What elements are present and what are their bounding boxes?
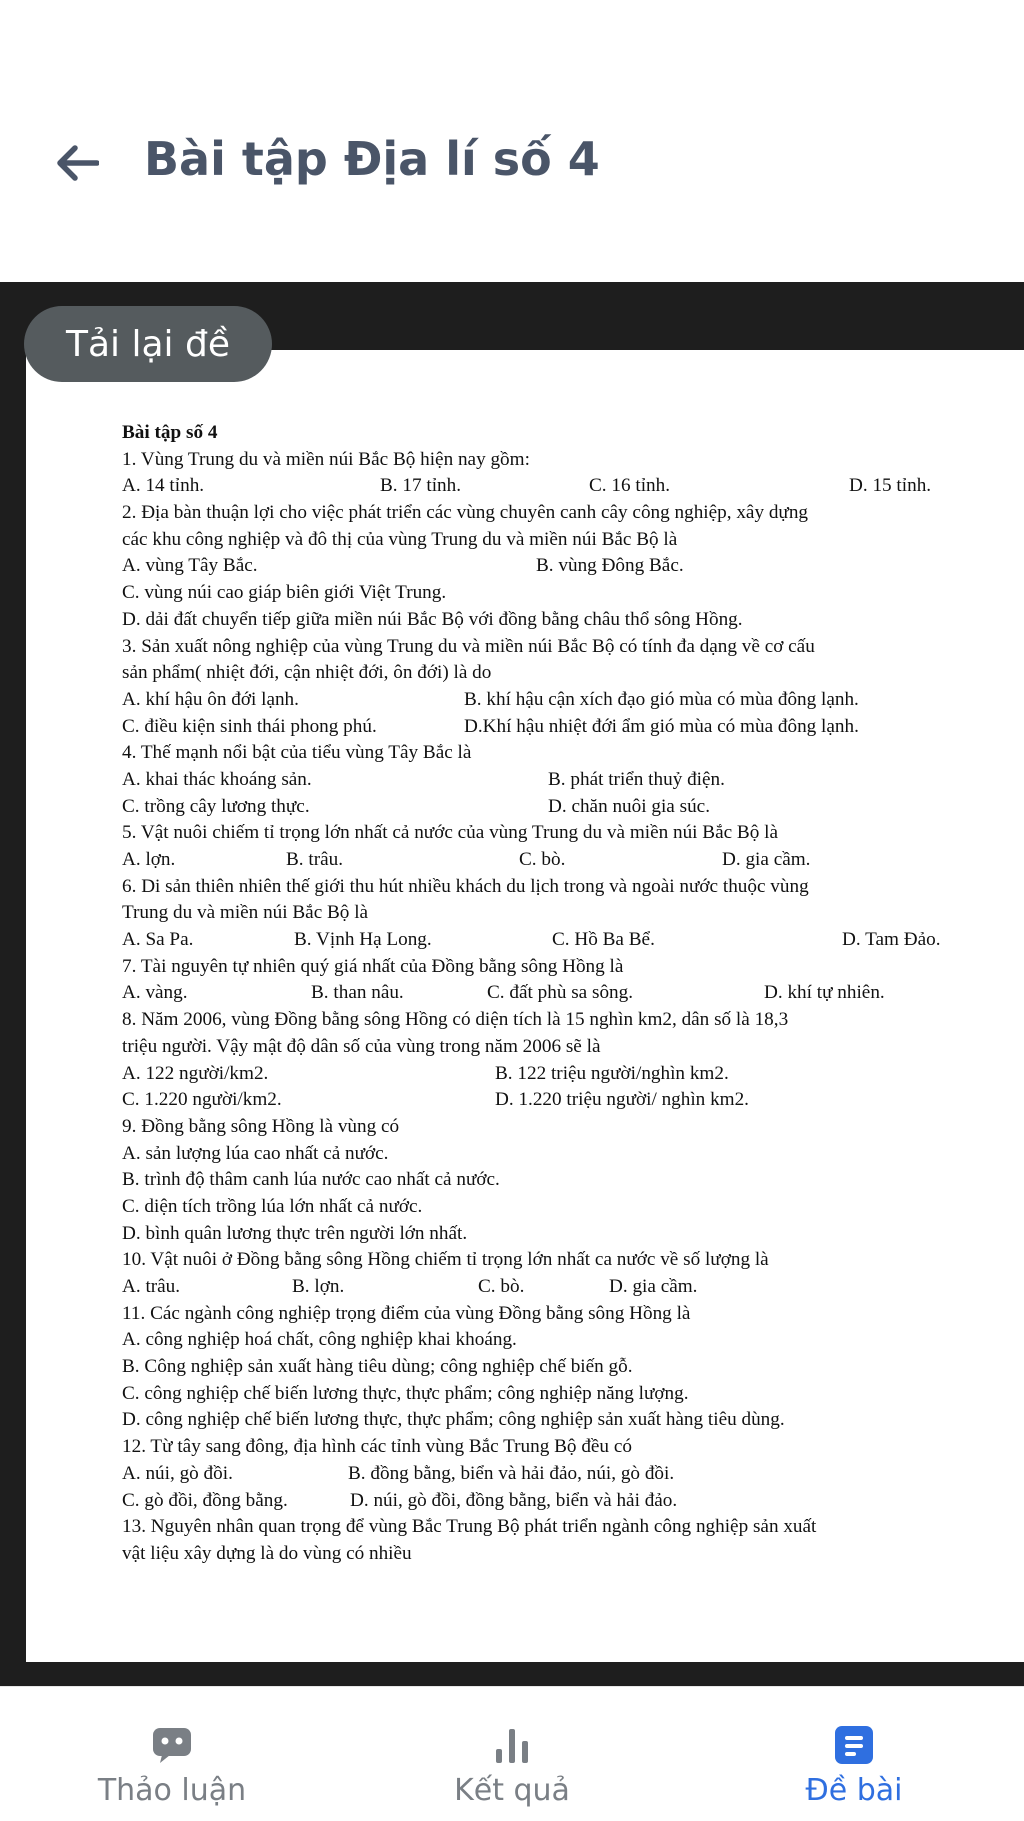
answer-option: C. Hồ Ba Bể. xyxy=(552,929,655,951)
answer-option: C. điều kiện sinh thái phong phú. xyxy=(122,715,377,737)
document-text: 9. Đồng bằng sông Hồng là vùng có xyxy=(122,1115,400,1137)
document-icon xyxy=(832,1725,876,1769)
document-line xyxy=(122,607,992,634)
document-text: 10. Vật nuôi ở Đồng bằng sông Hồng chiếm tỉ trọng lớn nhất ca nước về số lượng là xyxy=(122,1249,769,1271)
answer-option: B. phát triển thuỷ điện. xyxy=(548,768,725,790)
answer-option: C. bò. xyxy=(478,1276,525,1297)
document-line xyxy=(122,714,992,741)
document-text: C. vùng núi cao giáp biên giới Việt Trung. xyxy=(122,582,447,604)
arrow-left-icon xyxy=(55,144,99,182)
document-heading: Bài tập số 4 xyxy=(122,422,218,443)
answer-option: C. đất phù sa sông. xyxy=(487,982,634,1004)
document-line xyxy=(122,1301,992,1328)
document-line xyxy=(122,1407,992,1434)
answer-option: A. vàng. xyxy=(122,982,188,1004)
answer-option: D. gia cầm. xyxy=(722,849,811,870)
answer-option: A. lợn. xyxy=(122,849,176,870)
document-line xyxy=(122,1541,992,1568)
document-line xyxy=(122,1114,992,1141)
document-line xyxy=(122,1274,992,1301)
answer-option: A. Sa Pa. xyxy=(122,929,194,951)
document-line xyxy=(122,553,992,580)
document-line xyxy=(122,473,992,500)
document-line xyxy=(122,1034,992,1061)
document-text: D. dải đất chuyển tiếp giữa miền núi Bắc Bộ với đồng bằng châu thổ sông Hồng. xyxy=(122,608,743,630)
document-line xyxy=(122,980,992,1007)
document-line xyxy=(122,1141,992,1168)
document-line xyxy=(122,767,992,794)
document-text: 11. Các ngành công nghiệp trọng điểm của vùng Đồng bằng sông Hồng là xyxy=(122,1302,691,1324)
answer-option: A. khí hậu ôn đới lạnh. xyxy=(122,688,299,710)
chat-icon xyxy=(150,1725,194,1769)
document-line xyxy=(122,580,992,607)
document-line xyxy=(122,1381,992,1408)
answer-option: B. vùng Đông Bắc. xyxy=(536,555,684,577)
document-line xyxy=(122,1461,992,1488)
document-text: A. sản lượng lúa cao nhất cả nước. xyxy=(122,1142,389,1164)
answer-option: C. gò đồi, đồng bằng. xyxy=(122,1489,288,1511)
answer-option: A. vùng Tây Bắc. xyxy=(122,555,258,577)
document-line xyxy=(122,500,992,527)
app-header xyxy=(0,0,1024,282)
answer-option: C. 16 tỉnh. xyxy=(589,475,671,497)
document-text: D. công nghiệp chế biến lương thực, thực phẩm; công nghiệp sản xuất hàng tiêu dùng. xyxy=(122,1409,785,1431)
document-line xyxy=(122,660,992,687)
document-line xyxy=(122,1247,992,1274)
tab-de-bai[interactable] xyxy=(734,1687,974,1821)
document-text: 1. Vùng Trung du và miền núi Bắc Bộ hiện nay gồm: xyxy=(122,448,530,470)
document-page xyxy=(26,350,1024,1662)
bar-chart-icon xyxy=(490,1725,534,1769)
document-line xyxy=(122,740,992,767)
document-line xyxy=(122,687,992,714)
document-text: triệu người. Vậy mật độ dân số của vùng trong năm 2006 sẽ là xyxy=(122,1035,601,1057)
document-line xyxy=(122,1434,992,1461)
tab-label: Kết quả xyxy=(454,1773,570,1808)
document-line xyxy=(122,1221,992,1248)
answer-option: A. núi, gò đồi. xyxy=(122,1462,233,1484)
document-line xyxy=(122,1061,992,1088)
document-line xyxy=(122,847,992,874)
document-content xyxy=(122,420,992,1568)
answer-option: C. 1.220 người/km2. xyxy=(122,1089,282,1111)
document-text: C. diện tích trồng lúa lớn nhất cả nước. xyxy=(122,1195,423,1217)
document-text: 12. Từ tây sang đông, địa hình các tỉnh vùng Bắc Trung Bộ đều có xyxy=(122,1436,632,1458)
document-line xyxy=(122,794,992,821)
document-text: 4. Thế mạnh nổi bật của tiểu vùng Tây Bắc là xyxy=(122,742,472,764)
page-title: Bài tập Địa lí số 4 xyxy=(144,132,600,186)
answer-option: C. trồng cây lương thực. xyxy=(122,795,310,817)
document-line xyxy=(122,900,992,927)
answer-option: D. núi, gò đồi, đồng bằng, biển và hải đảo. xyxy=(350,1489,678,1511)
document-line xyxy=(122,1514,992,1541)
document-line xyxy=(122,527,992,554)
document-line xyxy=(122,634,992,661)
tab-thao-luan[interactable] xyxy=(52,1687,292,1821)
document-line xyxy=(122,954,992,981)
tab-ket-qua[interactable] xyxy=(392,1687,632,1821)
answer-option: B. 122 triệu người/nghìn km2. xyxy=(495,1062,729,1084)
answer-option: D. chăn nuôi gia súc. xyxy=(548,795,710,817)
document-text: 8. Năm 2006, vùng Đồng bằng sông Hồng có diện tích là 15 nghìn km2, dân số là 18,3 xyxy=(122,1009,789,1031)
tab-label: Đề bài xyxy=(805,1773,903,1808)
answer-option: C. bò. xyxy=(519,849,566,870)
back-button[interactable] xyxy=(52,138,102,188)
answer-option: B. khí hậu cận xích đạo gió mùa có mùa đông lạnh. xyxy=(464,688,859,710)
document-text: B. trình độ thâm canh lúa nước cao nhất cả nước. xyxy=(122,1169,500,1191)
document-line xyxy=(122,1194,992,1221)
document-text: 13. Nguyên nhân quan trọng để vùng Bắc Trung Bộ phát triển ngành công nghiệp sản xuất xyxy=(122,1516,817,1538)
bottom-tab-bar xyxy=(0,1686,1024,1821)
document-text: 7. Tài nguyên tự nhiên quý giá nhất của Đồng bằng sông Hồng là xyxy=(122,955,624,977)
document-text: D. bình quân lương thực trên người lớn nhất. xyxy=(122,1222,468,1244)
document-text: 3. Sản xuất nông nghiệp của vùng Trung du và miền núi Bắc Bộ có tính đa dạng về cơ cấu xyxy=(122,635,815,657)
answer-option: A. 122 người/km2. xyxy=(122,1062,269,1084)
answer-option: A. khai thác khoáng sản. xyxy=(122,768,312,790)
document-text: Trung du và miền núi Bắc Bộ là xyxy=(122,902,369,924)
answer-option: D.Khí hậu nhiệt đới ẩm gió mùa có mùa đông lạnh. xyxy=(464,715,859,737)
answer-option: A. 14 tỉnh. xyxy=(122,475,205,497)
answer-option: D. 15 tỉnh. xyxy=(849,475,932,497)
document-text: A. công nghiệp hoá chất, công nghiệp khai khoáng. xyxy=(122,1329,517,1351)
answer-option: B. Vịnh Hạ Long. xyxy=(294,929,432,951)
document-text: 2. Địa bàn thuận lợi cho việc phát triển các vùng chuyên canh cây công nghiệp, xây dựng xyxy=(122,502,809,524)
document-line xyxy=(122,1087,992,1114)
document-line xyxy=(122,1167,992,1194)
document-text: 6. Di sản thiên nhiên thế giới thu hút nhiều khách du lịch trong và ngoài nước thuộc vùng xyxy=(122,875,809,897)
answer-option: B. đồng bằng, biển và hải đảo, núi, gò đồi. xyxy=(348,1462,675,1484)
answer-option: B. than nâu. xyxy=(311,982,404,1004)
document-line xyxy=(122,1327,992,1354)
answer-option: B. trâu. xyxy=(286,849,344,870)
tab-label: Thảo luận xyxy=(97,1773,247,1808)
answer-option: D. 1.220 triệu người/ nghìn km2. xyxy=(495,1089,749,1111)
document-line xyxy=(122,1007,992,1034)
answer-option: B. lợn. xyxy=(292,1276,345,1297)
document-text: C. công nghiệp chế biến lương thực, thực phẩm; công nghiệp năng lượng. xyxy=(122,1382,689,1404)
reload-button[interactable]: Tải lại đề xyxy=(24,306,272,382)
document-line xyxy=(122,874,992,901)
document-text: 5. Vật nuôi chiếm tỉ trọng lớn nhất cả nước của vùng Trung du và miền núi Bắc Bộ là xyxy=(122,822,778,844)
answer-option: D. gia cầm. xyxy=(609,1276,698,1297)
document-line xyxy=(122,1354,992,1381)
document-line xyxy=(122,1488,992,1515)
document-line xyxy=(122,820,992,847)
document-line xyxy=(122,447,992,474)
answer-option: B. 17 tỉnh. xyxy=(380,475,462,497)
document-text: vật liệu xây dựng là do vùng có nhiều xyxy=(122,1542,412,1564)
document-text: các khu công nghiệp và đô thị của vùng Trung du và miền núi Bắc Bộ là xyxy=(122,528,678,550)
document-text: B. Công nghiệp sản xuất hàng tiêu dùng; công nghiệp chế biến gỗ. xyxy=(122,1356,633,1378)
document-text: sản phẩm( nhiệt đới, cận nhiệt đới, ôn đới) là do xyxy=(122,662,492,684)
document-line xyxy=(122,927,992,954)
answer-option: D. Tam Đảo. xyxy=(842,929,941,951)
answer-option: D. khí tự nhiên. xyxy=(764,982,885,1004)
answer-option: A. trâu. xyxy=(122,1276,181,1297)
